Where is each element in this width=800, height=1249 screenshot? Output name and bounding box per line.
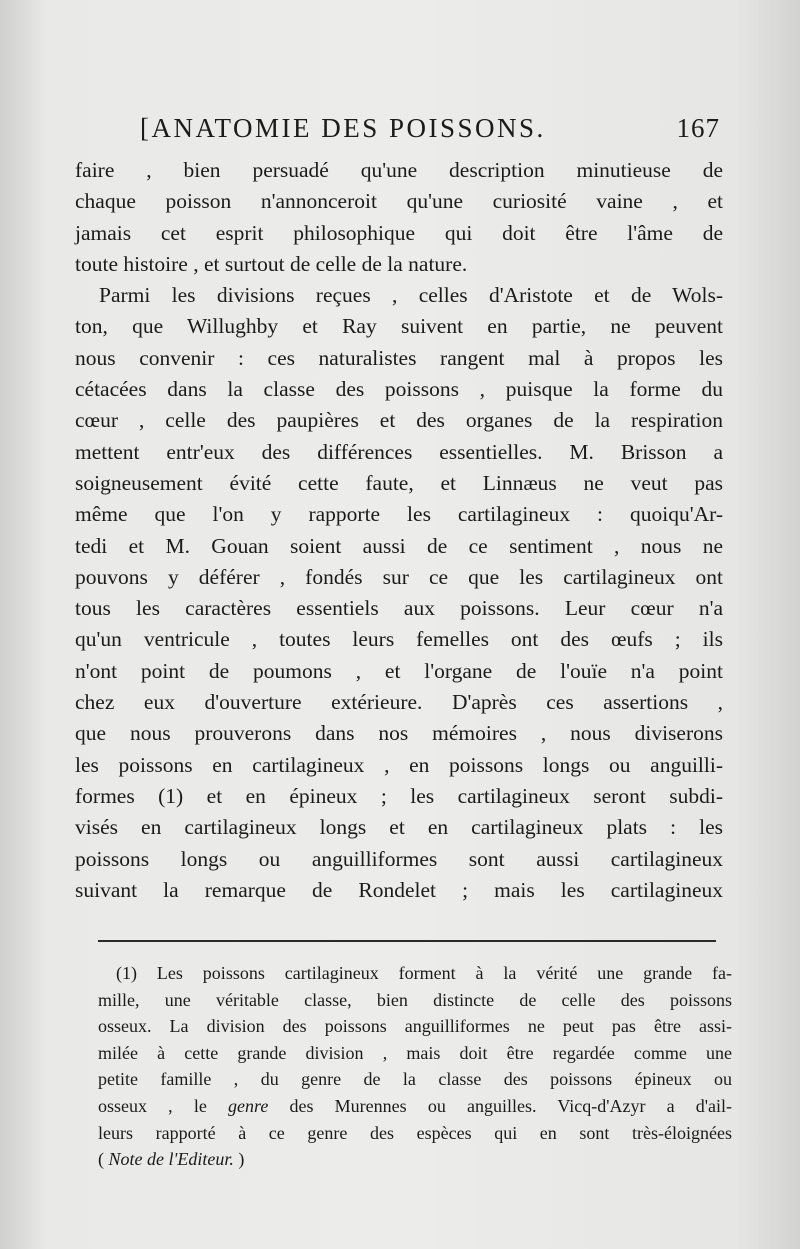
text-line: qu'un ventricule , toutes leurs femelles ont des œufs ; ils xyxy=(75,627,723,652)
text-line: ton, que Willughby et Ray suivent en partie, ne peuvent xyxy=(75,314,723,339)
text-line: visés en cartilagineux longs et en cartilagineux plats : les xyxy=(75,815,723,840)
text-line: pouvons y déférer , fondés sur ce que les cartilagineux ont xyxy=(75,564,723,589)
text-line: jamais cet esprit philosophique qui doit être l'âme de xyxy=(75,220,723,245)
text-line: que nous prouverons dans nos mémoires , nous diviserons xyxy=(75,721,723,746)
running-header xyxy=(140,108,720,148)
footnote-paren-open: ( xyxy=(98,1149,104,1170)
footnote-segment: osseux , le xyxy=(98,1095,207,1116)
editor-note: Note de l'Editeur. xyxy=(108,1149,234,1170)
footnote xyxy=(98,960,732,1173)
text-line: n'ont point de poumons , et l'organe de l'ouïe n'a point xyxy=(75,658,723,683)
text-line: faire , bien persuadé qu'une description minutieuse de xyxy=(75,158,723,182)
footnote-line: mille, une véritable classe, bien distincte de celle des poissons xyxy=(98,989,732,1010)
text-line: poissons longs ou anguilliformes sont aussi cartilagineux xyxy=(75,846,723,871)
text-line: tedi et M. Gouan soient aussi de ce sentiment , nous ne xyxy=(75,533,723,558)
text-line: nous convenir : ces naturalistes rangent mal à propos les xyxy=(75,345,723,370)
text-line: toute histoire , et surtout de celle de la nature. xyxy=(75,251,468,276)
text-line: chez eux d'ouverture extérieure. D'après ces assertions , xyxy=(75,690,723,715)
footnote-line xyxy=(98,1093,732,1120)
text-line: les poissons en cartilagineux , en poissons longs ou anguilli- xyxy=(75,752,723,777)
footnote-line: leurs rapporté à ce genre des espèces qui en sont très-éloignées xyxy=(98,1122,732,1143)
footnote-divider xyxy=(98,940,716,942)
footnote-paren-close: ) xyxy=(238,1149,245,1170)
footnote-line: osseux. La division des poissons anguilliformes ne peut pas être assi- xyxy=(98,1016,732,1037)
running-title: [ANATOMIE DES POISSONS. xyxy=(140,112,546,143)
main-text xyxy=(75,155,723,906)
text-line: même que l'on y rapporte les cartilagineux : quoiqu'Ar- xyxy=(75,502,723,527)
footnote-line: milée à cette grande division , mais doit être regardée comme une xyxy=(98,1042,732,1063)
text-line: Parmi les divisions reçues , celles d'Aristote et de Wols- xyxy=(99,283,723,308)
footnote-italic: genre xyxy=(228,1095,269,1116)
text-line: cétacées dans la classe des poissons , puisque la forme du xyxy=(75,377,723,402)
text-line: suivant la remarque de Rondelet ; mais les cartilagineux xyxy=(75,877,723,902)
text-line: soigneusement évité cette faute, et Linnæus ne veut pas xyxy=(75,470,723,495)
text-line: mettent entr'eux des différences essentielles. M. Brisson a xyxy=(75,439,723,464)
footnote-line: (1) Les poissons cartilagineux forment à la vérité une grande fa- xyxy=(116,963,732,983)
text-line: tous les caractères essentiels aux poissons. Leur cœur n'a xyxy=(75,596,723,621)
text-line: chaque poisson n'annonceroit qu'une curiosité vaine , et xyxy=(75,189,723,214)
page-number: 167 xyxy=(676,112,720,143)
text-line: cœur , celle des paupières et des organes de la respiration xyxy=(75,408,723,433)
text-line: formes (1) et en épineux ; les cartilagineux seront subdi- xyxy=(75,783,723,808)
footnote-line xyxy=(98,1146,732,1173)
footnote-segment: des Murennes ou anguilles. Vicq-d'Azyr a d'ail- xyxy=(289,1095,732,1116)
footnote-line: petite famille , du genre de la classe des poissons épineux ou xyxy=(98,1069,732,1090)
